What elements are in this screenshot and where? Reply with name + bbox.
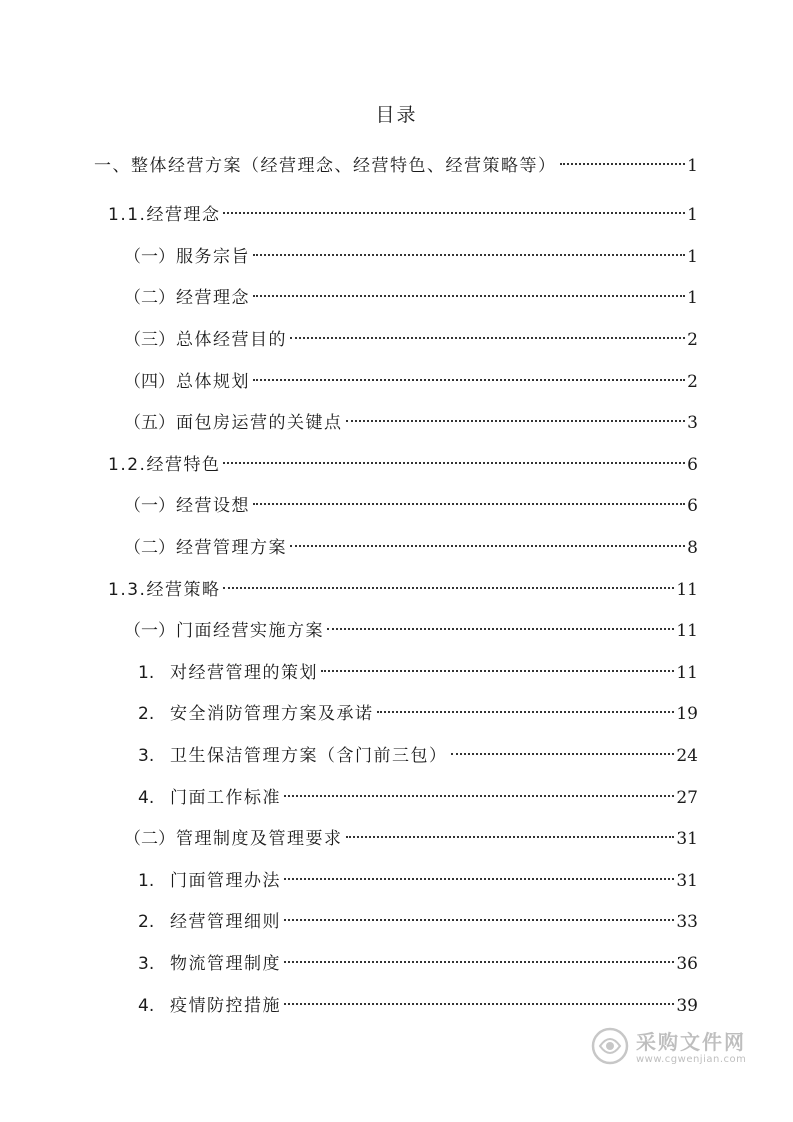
toc-entry-item[interactable] bbox=[138, 658, 698, 688]
toc-dot-leader bbox=[284, 878, 674, 880]
toc-entry-number: （二） bbox=[124, 829, 175, 849]
toc-entry-label: 物流管理制度 bbox=[170, 954, 281, 974]
toc-entry-label: 经营理念 bbox=[176, 288, 250, 308]
toc-entry-label: 门面管理办法 bbox=[170, 871, 281, 891]
toc-dot-leader bbox=[377, 711, 675, 713]
toc-dot-leader bbox=[327, 628, 674, 630]
toc-entry-number: 2. bbox=[138, 704, 155, 724]
toc-entry-label: 面包房运营的关键点 bbox=[176, 413, 343, 433]
toc-page-number: 11 bbox=[676, 621, 698, 641]
toc-entry-label: 1.2.经营特色 bbox=[108, 455, 221, 475]
toc-entry-number: 1. bbox=[138, 871, 155, 891]
toc-entry-number: （二） bbox=[124, 288, 175, 308]
toc-entry-label: 1.1.经营理念 bbox=[108, 205, 221, 225]
toc-entry-label: 经营设想 bbox=[176, 496, 250, 516]
toc-entry-section-1-3[interactable] bbox=[108, 575, 698, 605]
toc-dot-leader bbox=[346, 420, 686, 422]
toc-page-number: 31 bbox=[676, 871, 698, 891]
toc-entry-number: （三） bbox=[124, 330, 175, 350]
toc-entry-chapter-1[interactable] bbox=[94, 151, 698, 181]
toc-dot-leader bbox=[223, 462, 685, 464]
toc-dot-leader bbox=[346, 836, 675, 838]
toc-title: 目录 bbox=[375, 104, 418, 126]
toc-entry-number: （四） bbox=[124, 372, 175, 392]
toc-dot-leader bbox=[284, 1003, 674, 1005]
toc-page-number: 11 bbox=[676, 663, 698, 683]
toc-page-number: 19 bbox=[676, 704, 698, 724]
toc-page-number: 6 bbox=[687, 455, 698, 475]
toc-page-number: 1 bbox=[687, 288, 698, 308]
toc-page-number: 2 bbox=[687, 330, 698, 350]
toc-dot-leader bbox=[284, 961, 674, 963]
toc-entry-subsection[interactable] bbox=[124, 824, 698, 854]
toc-dot-leader bbox=[560, 163, 686, 165]
toc-entry-number: （五） bbox=[124, 413, 175, 433]
toc-entry-number: 4. bbox=[138, 996, 155, 1016]
toc-entry-number: 3. bbox=[138, 954, 155, 974]
toc-dot-leader bbox=[290, 545, 685, 547]
toc-entry-label: 疫情防控措施 bbox=[170, 996, 281, 1016]
toc-entry-section-1-2[interactable] bbox=[108, 450, 698, 480]
toc-page-number: 1 bbox=[687, 247, 698, 267]
toc-entry-section-1-1[interactable] bbox=[108, 200, 698, 230]
toc-entry-label: 对经营管理的策划 bbox=[170, 663, 318, 683]
toc-page-number: 33 bbox=[676, 912, 698, 932]
toc-page-number: 11 bbox=[676, 580, 698, 600]
toc-entry-number: （二） bbox=[124, 538, 175, 558]
toc-dot-leader bbox=[223, 587, 674, 589]
toc-dot-leader bbox=[253, 503, 685, 505]
toc-entry-subsection[interactable] bbox=[124, 242, 698, 272]
toc-entry-number: （一） bbox=[124, 496, 175, 516]
toc-dot-leader bbox=[321, 670, 674, 672]
toc-entry-label: 门面工作标准 bbox=[170, 788, 281, 808]
toc-entry-subsection[interactable] bbox=[124, 283, 698, 313]
toc-entry-subsection[interactable] bbox=[124, 325, 698, 355]
toc-entry-number: 3. bbox=[138, 746, 155, 766]
toc-entry-label: 总体规划 bbox=[176, 372, 250, 392]
toc-entry-item[interactable] bbox=[138, 866, 698, 896]
watermark-url: www.cgwenjian.com bbox=[636, 1054, 747, 1065]
toc-page-number: 24 bbox=[676, 746, 698, 766]
toc-entry-number: 2. bbox=[138, 912, 155, 932]
watermark-text: 采购文件网 bbox=[636, 1030, 746, 1054]
toc-page-number: 8 bbox=[687, 538, 698, 558]
toc-entry-number: （一） bbox=[124, 621, 175, 641]
toc-entry-number: （一） bbox=[124, 247, 175, 267]
toc-entry-item[interactable] bbox=[138, 949, 698, 979]
toc-page-number: 2 bbox=[687, 372, 698, 392]
toc-entry-label: 卫生保洁管理方案（含门前三包） bbox=[170, 746, 448, 766]
toc-entry-subsection[interactable] bbox=[124, 367, 698, 397]
toc-entry-label: 门面经营实施方案 bbox=[176, 621, 324, 641]
toc-page-number: 36 bbox=[676, 954, 698, 974]
toc-dot-leader bbox=[253, 295, 685, 297]
toc-entry-item[interactable] bbox=[138, 741, 698, 771]
toc-entry-number: 4. bbox=[138, 788, 155, 808]
toc-entry-label: 服务宗旨 bbox=[176, 247, 250, 267]
toc-entry-subsection[interactable] bbox=[124, 533, 698, 563]
toc-entry-item[interactable] bbox=[138, 699, 698, 729]
toc-entry-label: 安全消防管理方案及承诺 bbox=[170, 704, 374, 724]
toc-page-number: 39 bbox=[676, 996, 698, 1016]
toc-entry-label: 1.3.经营策略 bbox=[108, 580, 221, 600]
toc-entry-number: 1. bbox=[138, 663, 155, 683]
toc-entry-item[interactable] bbox=[138, 907, 698, 937]
toc-page-number: 3 bbox=[687, 413, 698, 433]
toc-page-number: 6 bbox=[687, 496, 698, 516]
toc-dot-leader bbox=[284, 795, 674, 797]
toc-entry-subsection[interactable] bbox=[124, 491, 698, 521]
toc-entry-label: 经营管理细则 bbox=[170, 912, 281, 932]
toc-entry-label: 一、整体经营方案（经营理念、经营特色、经营策略等） bbox=[94, 156, 557, 176]
toc-page-number: 31 bbox=[676, 829, 698, 849]
toc-dot-leader bbox=[284, 919, 674, 921]
toc-entry-label: 总体经营目的 bbox=[176, 330, 287, 350]
toc-dot-leader bbox=[290, 337, 685, 339]
watermark bbox=[590, 1024, 760, 1072]
toc-page-number: 27 bbox=[676, 788, 698, 808]
toc-entry-label: 经营管理方案 bbox=[176, 538, 287, 558]
toc-page-number: 1 bbox=[687, 156, 698, 176]
toc-dot-leader bbox=[253, 254, 685, 256]
toc-dot-leader bbox=[451, 753, 675, 755]
toc-dot-leader bbox=[253, 379, 685, 381]
toc-entry-item[interactable] bbox=[138, 991, 698, 1021]
toc-entry-label: 管理制度及管理要求 bbox=[176, 829, 343, 849]
toc-entry-subsection[interactable] bbox=[124, 408, 698, 438]
toc-entry-subsection[interactable] bbox=[124, 616, 698, 646]
toc-page-number: 1 bbox=[687, 205, 698, 225]
cgwenjian-logo-icon bbox=[590, 1026, 630, 1066]
toc-entry-item[interactable] bbox=[138, 783, 698, 813]
toc-dot-leader bbox=[223, 212, 685, 214]
